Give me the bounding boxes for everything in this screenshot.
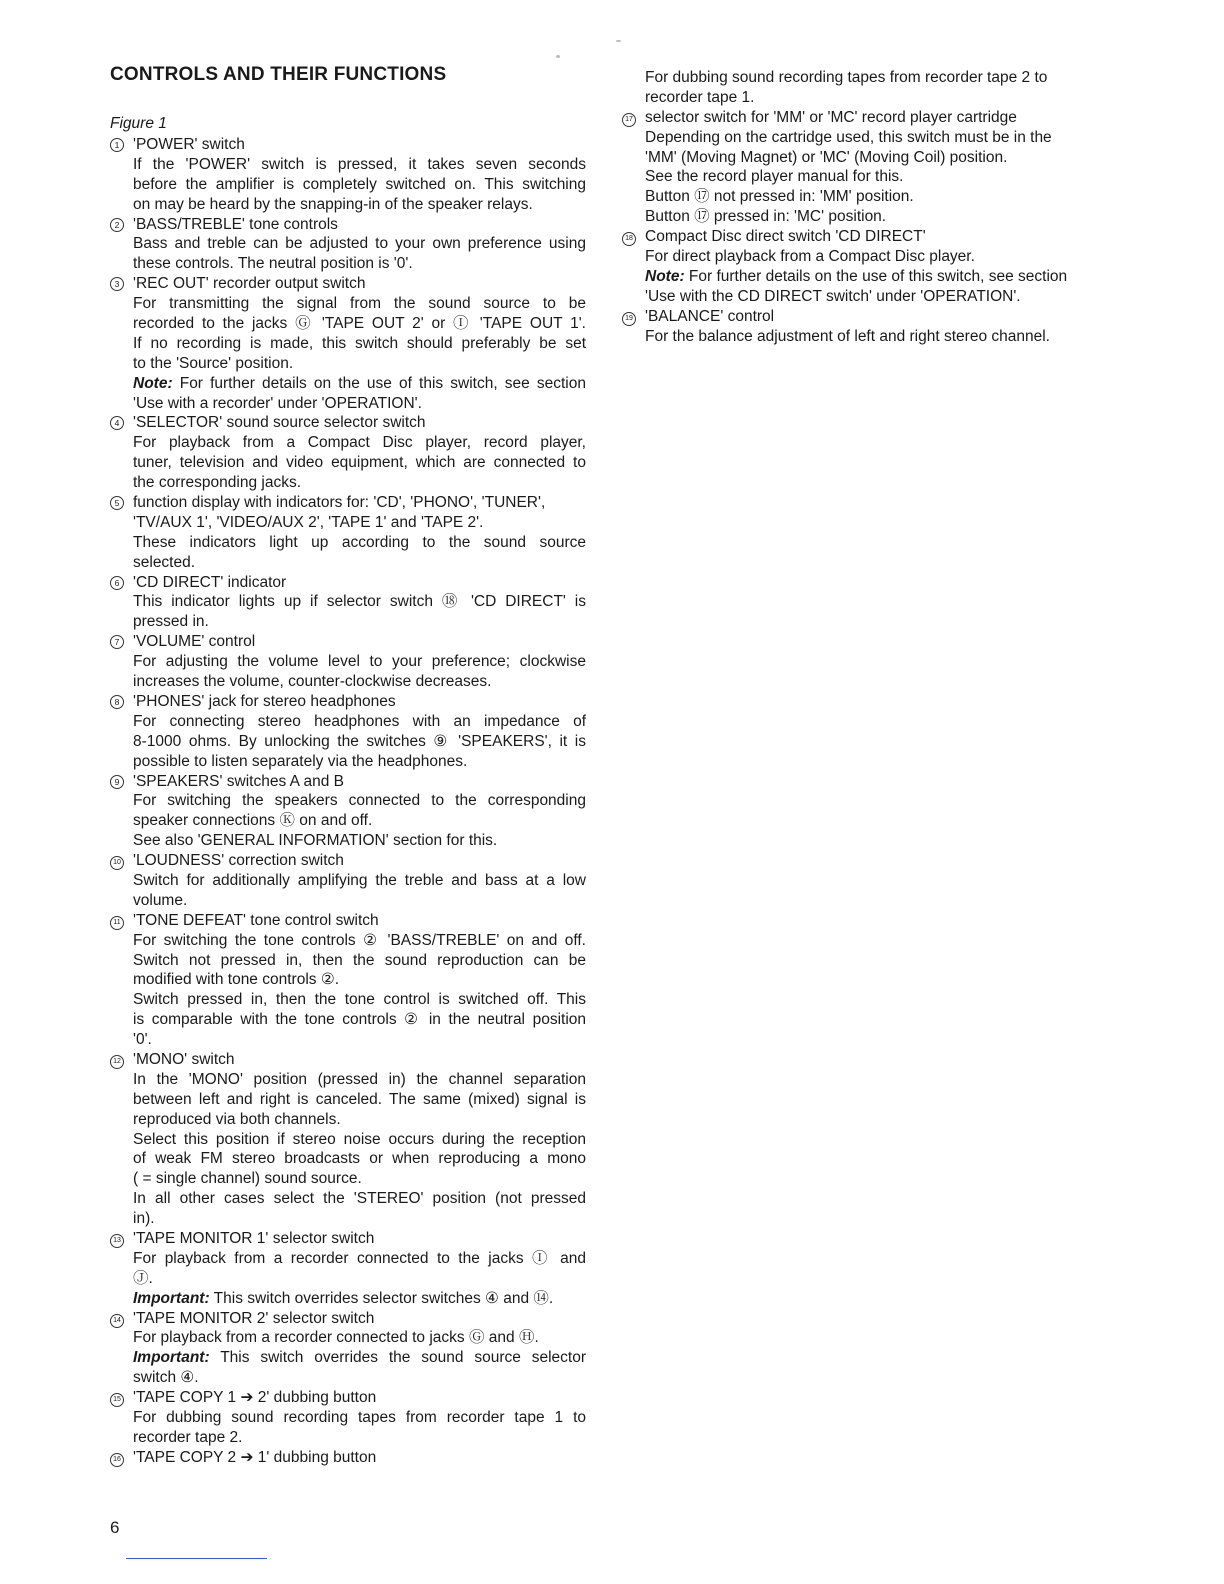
item-title: 'SELECTOR' sound source selector switch [133, 414, 426, 432]
item-title: 'BALANCE' control [645, 307, 775, 325]
section-heading: CONTROLS AND THEIR FUNCTIONS [110, 64, 447, 85]
body-text-line: selected. [133, 553, 196, 571]
body-text-line: before the amplifier is completely switched on. This switching [133, 175, 586, 193]
right-column [622, 68, 1098, 346]
item-number-badge: 14 [110, 1314, 124, 1328]
body-text-line: Depending on the cartridge used, this switch must be in the [645, 128, 1052, 146]
body-text-line: 8-1000 ohms. By unlocking the switches ⑨ 'SPEAKERS', it is [133, 732, 586, 750]
note-label: Note: [645, 267, 685, 285]
footer-rule [126, 1558, 267, 1559]
body-text-line: is comparable with the tone controls ② in the neutral position [133, 1011, 586, 1029]
item-number-badge: 12 [110, 1055, 124, 1069]
body-text-line: If the 'POWER' switch is pressed, it takes seven seconds [133, 155, 586, 173]
item-title: 'POWER' switch [133, 136, 245, 153]
control-item-heading [622, 227, 1098, 247]
control-item-heading [110, 215, 586, 235]
body-text-line: these controls. The neutral position is '0'. [133, 255, 413, 273]
control-item-heading [110, 692, 586, 712]
item-number-badge: 13 [110, 1234, 124, 1248]
body-text-line: For connecting stereo headphones with an impedance of [133, 712, 586, 730]
item-title: 'TAPE COPY 1 ➔ 2' dubbing button [133, 1389, 377, 1407]
item-number-badge: 19 [622, 312, 636, 326]
body-text-line: For playback from a Compact Disc player, record player, [133, 434, 586, 452]
control-item-heading [110, 1448, 586, 1468]
body-text-line: ( = single channel) sound source. [133, 1170, 362, 1188]
item-number-badge: 16 [110, 1453, 124, 1467]
control-item-heading [110, 911, 586, 931]
item-number-badge: 4 [110, 416, 124, 430]
body-text-line: Ⓙ. [133, 1269, 153, 1287]
body-text-line: possible to listen separately via the headphones. [133, 752, 468, 770]
item-title: 'LOUDNESS' correction switch [133, 852, 344, 870]
body-text-line: volume. [133, 891, 188, 909]
body-text-line: In all other cases select the 'STEREO' position (not pressed [133, 1190, 586, 1208]
body-text-line: in). [133, 1210, 155, 1228]
body-text-line: Button ⑰ pressed in: 'MC' position. [645, 208, 887, 226]
control-item-heading [110, 493, 586, 513]
note-label: Important: [133, 1289, 210, 1307]
control-item-heading [110, 772, 586, 792]
item-title: 'TAPE MONITOR 2' selector switch [133, 1309, 375, 1327]
body-text-line: 'Use with the CD DIRECT switch' under 'OPERATION'. [645, 287, 1021, 305]
note-label: Important: [133, 1349, 210, 1367]
body-text-line: 'MM' (Moving Magnet) or 'MC' (Moving Coil) position. [645, 148, 1008, 166]
item-number-badge: 9 [110, 775, 124, 789]
body-text-line: Select this position if stereo noise occurs during the reception [133, 1130, 586, 1148]
note-text: For further details on the use of this switch, see section [172, 374, 586, 392]
body-text-line: on may be heard by the snapping-in of the speaker relays. [133, 195, 533, 213]
body-text-line: For dubbing sound recording tapes from recorder tape 1 to [133, 1409, 586, 1426]
body-text-line: In the 'MONO' position (pressed in) the channel separation [133, 1070, 586, 1088]
body-text-line: For adjusting the volume level to your preference; clockwise [133, 653, 586, 671]
item-title: 'TONE DEFEAT' tone control switch [133, 911, 379, 929]
body-text-line: between left and right is canceled. The same (mixed) signal is [133, 1090, 586, 1108]
body-text-line: Button ⑰ not pressed in: 'MM' position. [645, 188, 914, 206]
body-text-line: speaker connections Ⓚ on and off. [133, 812, 373, 830]
control-item-heading [622, 108, 1098, 128]
body-text-line: switch ④. [133, 1369, 199, 1387]
body-text-line: See also 'GENERAL INFORMATION' section for this. [133, 832, 498, 850]
body-text-line: 'TV/AUX 1', 'VIDEO/AUX 2', 'TAPE 1' and 'TAPE 2'. [133, 513, 484, 531]
control-item-heading [110, 1309, 586, 1329]
note-line [622, 267, 1098, 287]
body-text-line: recorder tape 1. [645, 88, 755, 106]
item-title: 'MONO' switch [133, 1050, 235, 1068]
body-text-line: For direct playback from a Compact Disc player. [645, 248, 975, 266]
item-number-badge: 6 [110, 576, 124, 590]
body-text-line: These indicators light up according to the sound source [133, 533, 586, 551]
body-text-line: For the balance adjustment of left and right stereo channel. [645, 327, 1050, 345]
item-title: function display with indicators for: 'CD', 'PHONO', 'TUNER', [133, 494, 546, 512]
page-number: 6 [110, 1518, 120, 1537]
control-item-heading [110, 632, 586, 652]
body-text-line: See the record player manual for this. [645, 168, 904, 186]
note-label: Note: [133, 374, 173, 392]
item-number-badge: 11 [110, 916, 124, 930]
body-text-line: recorder tape 2. [133, 1428, 243, 1446]
control-item-heading [110, 851, 586, 871]
item-number-badge: 8 [110, 695, 124, 709]
item-title: 'SPEAKERS' switches A and B [133, 772, 344, 790]
body-text-line: modified with tone controls ②. [133, 971, 340, 989]
left-column [110, 135, 586, 1468]
body-text-line: '0'. [133, 1031, 152, 1049]
note-text: For further details on the use of this switch, see section [684, 267, 1068, 285]
body-text-line: pressed in. [133, 613, 209, 631]
body-text-line: For switching the speakers connected to the corresponding [133, 792, 586, 810]
control-item-heading [622, 307, 1098, 327]
body-text-line: If no recording is made, this switch should preferably be set [133, 334, 586, 352]
control-item-heading [110, 135, 586, 155]
body-text-line: Bass and treble can be adjusted to your own preference using [133, 235, 586, 253]
control-item-heading [110, 1388, 586, 1408]
item-title: 'CD DIRECT' indicator [133, 573, 287, 591]
item-title: 'TAPE MONITOR 1' selector switch [133, 1229, 375, 1247]
note-text: This switch overrides the sound source selector [209, 1349, 586, 1367]
item-number-badge: 15 [110, 1393, 124, 1407]
item-number-badge: 1 [110, 138, 124, 152]
body-text-line: For transmitting the signal from the sound source to be [133, 295, 586, 313]
scan-speck [616, 40, 621, 42]
item-title: 'VOLUME' control [133, 633, 256, 651]
item-title: Compact Disc direct switch 'CD DIRECT' [645, 228, 926, 246]
body-text-line: Switch not pressed in, then the sound reproduction can be [133, 951, 586, 969]
body-text-line: For dubbing sound recording tapes from recorder tape 2 to [645, 69, 1048, 86]
note-text: This switch overrides selector switches ④ and ⑭. [209, 1289, 554, 1307]
item-title: 'REC OUT' recorder output switch [133, 275, 366, 293]
body-text-line: to the 'Source' position. [133, 354, 294, 372]
body-text-line: 'Use with a recorder' under 'OPERATION'. [133, 394, 422, 412]
scan-speck [556, 55, 560, 58]
item-title: selector switch for 'MM' or 'MC' record player cartridge [645, 108, 1017, 126]
item-number-badge: 2 [110, 218, 124, 232]
body-text-line: recorded to the jacks Ⓖ 'TAPE OUT 2' or Ⓘ 'TAPE OUT 1'. [133, 315, 586, 333]
control-item-heading [110, 413, 586, 433]
item-number-badge: 7 [110, 635, 124, 649]
item-number-badge: 5 [110, 496, 124, 510]
item-number-badge: 3 [110, 277, 124, 291]
item-title: 'TAPE COPY 2 ➔ 1' dubbing button [133, 1448, 377, 1466]
body-text-line: Switch for additionally amplifying the treble and bass at a low [133, 871, 586, 889]
note-line [110, 1289, 586, 1309]
body-text-line: This indicator lights up if selector switch ⑱ 'CD DIRECT' is [133, 593, 586, 611]
item-number-badge: 18 [622, 232, 636, 246]
body-text-line: For switching the tone controls ② 'BASS/TREBLE' on and off. [133, 931, 586, 949]
body-text-line: increases the volume, counter-clockwise decreases. [133, 673, 492, 691]
body-text-line: For playback from a recorder connected to the jacks Ⓘ and [133, 1249, 586, 1267]
control-item-heading [110, 573, 586, 593]
figure-label: Figure 1 [110, 115, 167, 132]
control-item-heading [110, 1050, 586, 1070]
item-number-badge: 17 [622, 113, 636, 127]
body-text-line: tuner, television and video equipment, which are connected to [133, 454, 586, 472]
body-text-line: of weak FM stereo broadcasts or when reproducing a mono [133, 1150, 586, 1168]
body-text-line: reproduced via both channels. [133, 1110, 341, 1128]
item-number-badge: 10 [110, 856, 124, 870]
control-item-heading [110, 274, 586, 294]
item-title: 'BASS/TREBLE' tone controls [133, 215, 338, 233]
body-text-line: the corresponding jacks. [133, 474, 302, 492]
item-title: 'PHONES' jack for stereo headphones [133, 692, 396, 710]
control-item-heading [110, 1229, 586, 1249]
note-line [110, 374, 586, 394]
body-text-line: Switch pressed in, then the tone control is switched off. This [133, 991, 586, 1009]
note-line [110, 1348, 586, 1368]
body-text-line: For playback from a recorder connected to jacks Ⓖ and Ⓗ. [133, 1329, 539, 1347]
